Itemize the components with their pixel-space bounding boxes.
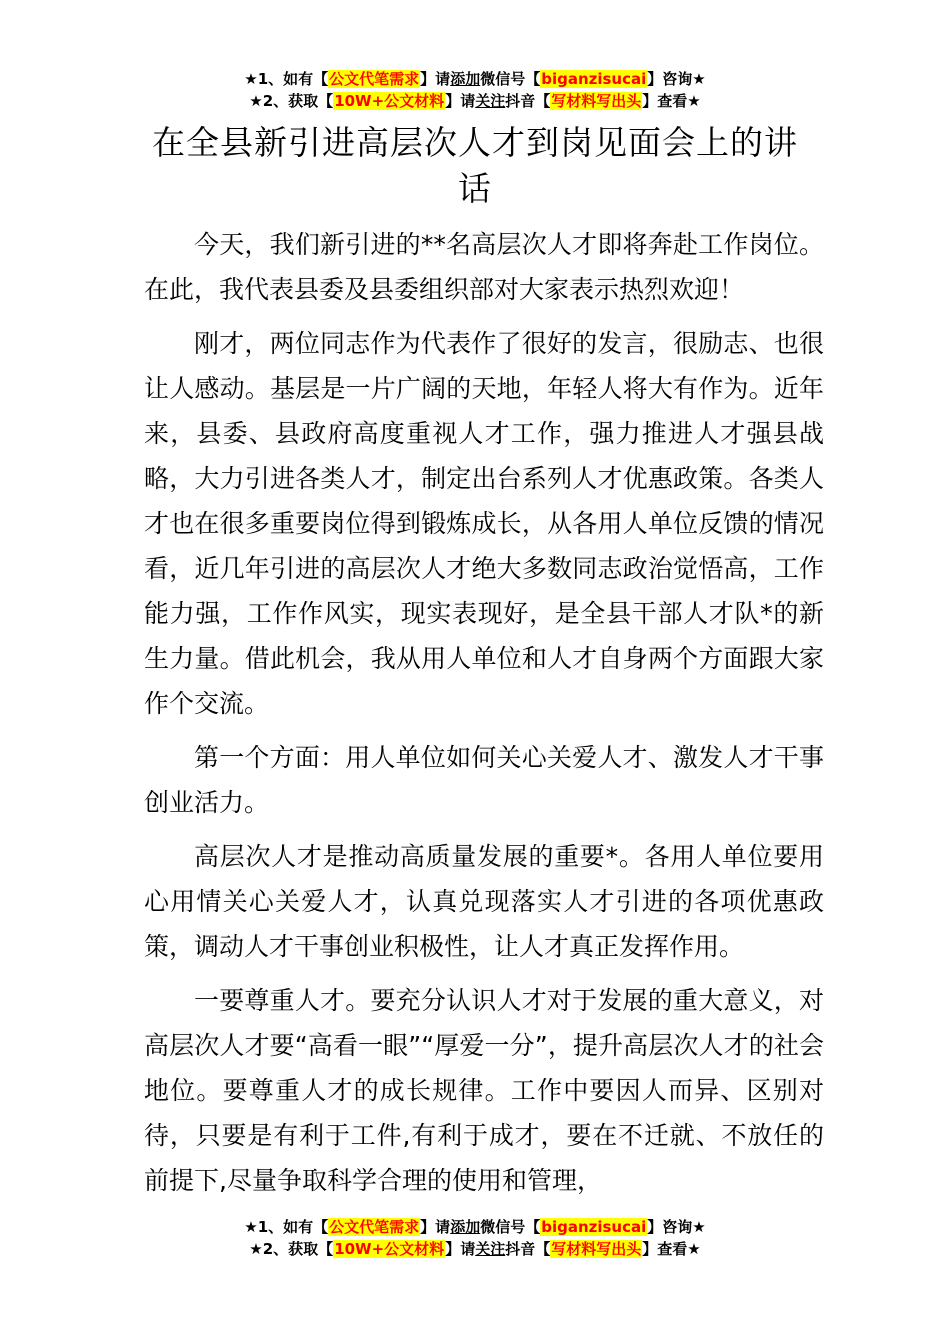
banner-text: 】咨询★ xyxy=(647,70,706,88)
banner-line-2 xyxy=(0,90,950,112)
banner-highlight: 写材料写出头 xyxy=(551,1240,642,1258)
footer-banner xyxy=(0,1216,950,1260)
banner-text: 】请 xyxy=(445,92,476,110)
banner-highlight: 10W+公文材料 xyxy=(334,92,445,110)
banner-highlight: 10W+公文材料 xyxy=(334,1240,445,1258)
banner-text: 】查看★ xyxy=(642,1240,701,1258)
banner-text: ★2、获取【 xyxy=(249,92,334,110)
banner-text: 】请 xyxy=(420,1218,451,1236)
banner-highlight: biganzisucai xyxy=(541,1218,647,1236)
banner-text: 】咨询★ xyxy=(647,1218,706,1236)
paragraph: 第一个方面：用人单位如何关心关爱人才、激发人才干事创业活力。 xyxy=(144,743,824,817)
banner-text: ★1、如有【 xyxy=(244,70,329,88)
banner-text: 】请 xyxy=(445,1240,476,1258)
banner-text: 】查看★ xyxy=(642,92,701,110)
document-title: 在全县新引进高层次人才到岗见面会上的讲话 xyxy=(152,123,798,208)
banner-underlined: 添加 xyxy=(450,1218,481,1236)
banner-underlined: 关注 xyxy=(475,1240,506,1258)
banner-text: 微信号【 xyxy=(480,70,541,88)
banner-text: 】请 xyxy=(420,70,451,88)
banner-line-1 xyxy=(0,1216,950,1238)
paragraph: 高层次人才是推动高质量发展的重要*。各用人单位要用心用情关心关爱人才，认真兑现落实人才引进的各项优惠政策，调动人才干事创业积极性，让人才真正发挥作用。 xyxy=(144,842,824,961)
banner-underlined: 关注 xyxy=(475,92,506,110)
banner-highlight: 公文代笔需求 xyxy=(329,1218,420,1236)
banner-highlight: biganzisucai xyxy=(541,70,647,88)
banner-text: ★1、如有【 xyxy=(244,1218,329,1236)
banner-highlight: 写材料写出头 xyxy=(551,92,642,110)
banner-highlight: 公文代笔需求 xyxy=(329,70,420,88)
banner-line-2 xyxy=(0,1238,950,1260)
paragraph: 刚才，两位同志作为代表作了很好的发言，很励志、也很让人感动。基层是一片广阔的天地，年轻人将大有作为。近年来，县委、县政府高度重视人才工作，强力推进人才强县战略，大力引进各类人才，制定出台系列人才优惠政策。各类人才也在很多重要岗位得到锻炼成长，从各用人单位反馈的情况看，近几年引进的高层次人才绝大多数同志政治觉悟高，工作能力强，工作作风实，现实表现好，是全县干部人才队*的新生力量。借此机会，我从用人单位和人才自身两个方面跟大家作个交流。 xyxy=(144,329,824,718)
banner-line-1 xyxy=(0,68,950,90)
banner-text: 抖音【 xyxy=(505,92,551,110)
paragraph: 今天，我们新引进的**名高层次人才即将奔赴工作岗位。在此，我代表县委及县委组织部对大家表示热烈欢迎！ xyxy=(144,230,824,304)
paragraph: 一要尊重人才。要充分认识人才对于发展的重大意义，对高层次人才要“高看一眼”“厚爱一分”，提升高层次人才的社会地位。要尊重人才的成长规律。工作中要因人而异、区别对待，只要是有利于工件,有利于成才，要在不迁就、不放任的前提下,尽量争取科学合理的使用和管理， xyxy=(144,986,824,1195)
document-body xyxy=(144,222,824,1212)
banner-underlined: 添加 xyxy=(450,70,481,88)
banner-text: 抖音【 xyxy=(505,1240,551,1258)
banner-text: 微信号【 xyxy=(480,1218,541,1236)
banner-text: ★2、获取【 xyxy=(249,1240,334,1258)
header-banner xyxy=(0,68,950,112)
